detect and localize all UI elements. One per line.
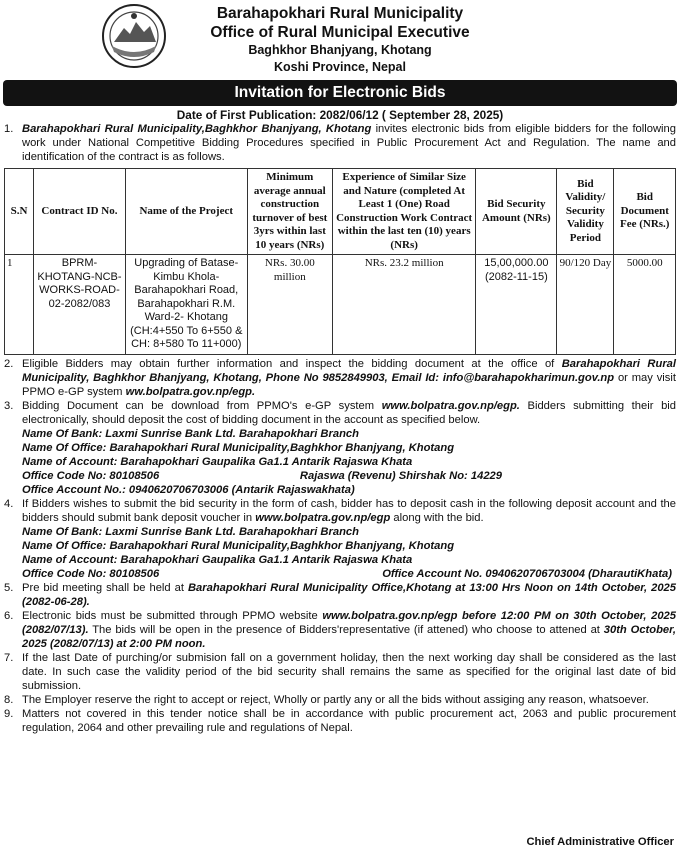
egp-link[interactable]: ww.bolpatra.gov.np/egp. bbox=[125, 385, 256, 398]
cell-fee: 5000.00 bbox=[614, 255, 676, 355]
col-header: Experience of Similar Size and Nature (completed At Least 1 (One) Road Construction Work Contract within the last ten (10) years (NRs) bbox=[332, 169, 475, 255]
cell-turnover: NRs. 30.00 million bbox=[247, 255, 332, 355]
bid-opening: 30th October, 2025 (2082/07/13) at 2:00 PM noon. bbox=[22, 623, 676, 650]
account-name: Name of Account: Barahapokhari Gaupalika Ga1.1 Antarik Rajaswa Khata bbox=[22, 553, 413, 566]
contract-table bbox=[4, 168, 676, 355]
col-header: Bid Validity/ Security Validity Period bbox=[557, 169, 614, 255]
office-code: Office Code No: 80108506 bbox=[22, 567, 160, 580]
security-date: (2082-11-15) bbox=[484, 270, 548, 283]
revenue-shirshak: Rajaswa (Revenu) Shirshak No: 14229 bbox=[299, 469, 502, 482]
office-address: Baghkhor Bhanjyang, Khotang bbox=[248, 43, 432, 57]
account-number: Office Account No.: 0940620706703006 (Antarik Rajaswakhata) bbox=[22, 483, 355, 496]
office-name: Office of Rural Municipal Executive bbox=[210, 24, 470, 41]
egp-link[interactable]: www.bolpatra.gov.np/egp. bbox=[381, 399, 520, 412]
office-name-line: Name Of Office: Barahapokhari Rural Municipality,Baghkhor Bhanjyang, Khotang bbox=[22, 539, 455, 552]
col-header: Contract ID No. bbox=[34, 169, 126, 255]
cell-contract-id: BPRM-KHOTANG-NCB-WORKS-ROAD-02-2082/083 bbox=[34, 255, 126, 355]
bank-name: Name Of Bank: Laxmi Sunrise Bank Ltd. Barahapokhari Branch bbox=[22, 427, 359, 440]
office-code: Office Code No: 80108506 bbox=[22, 469, 160, 482]
bidder-entity: Barahapokhari Rural Municipality,Baghkhor Bhanjyang, Khotang bbox=[22, 123, 372, 135]
col-header: Name of the Project bbox=[125, 169, 247, 255]
cell-security bbox=[476, 255, 557, 355]
clause-5: 5. Pre bid meeting shall be held at Barahapokhari Rural Municipality Office,Khotang at 13:00 Hrs Noon on 14th October, 2025 (2082-06-28). bbox=[4, 581, 676, 608]
clause-9: 9. Matters not covered in this tender notice shall be in accordance with public procurement act, 2063 and public procurement regulation, 2064 and other prevailing rule and regulations of Nepal. bbox=[4, 707, 676, 734]
notice-body bbox=[4, 122, 676, 735]
account-name: Name of Account: Barahapokhari Gaupalika Ga1.1 Antarik Rajaswa Khata bbox=[22, 455, 413, 468]
contact-info: Barahapokhari Rural Municipality, Baghkhor Bhanjyang, Khotang, Phone No 9852849903, Email Id: info@barahapokharimun.gov.np bbox=[22, 357, 677, 384]
cell-sn: 1 bbox=[5, 255, 34, 355]
clause-2: 2. Eligible Bidders may obtain further information and inspect the bidding document at the office of Barahapokhari Rural Municipality, Baghkhor Bhanjyang, Khotang, Phone No 9852849903, Email Id: info@barahapokharimun.gov.np or may visit PPMO e-GP system ww.bolpatra.gov.np/egp. bbox=[4, 357, 677, 398]
publication-date: Date of First Publication: 2082/06/12 ( September 28, 2025) bbox=[176, 108, 504, 122]
letterhead bbox=[0, 0, 680, 78]
col-header: Bid Document Fee (NRs.) bbox=[614, 169, 676, 255]
signatory: Chief Administrative Officer bbox=[526, 836, 674, 848]
col-header: S.N bbox=[5, 169, 34, 255]
col-header: Bid Security Amount (NRs) bbox=[476, 169, 557, 255]
prebid-meeting: Barahapokhari Rural Municipality Office,Khotang at 13:00 Hrs Noon on 14th October, 2025 (2082-06-28). bbox=[22, 581, 676, 608]
egp-link[interactable]: www.bolpatra.gov.np/egp bbox=[255, 511, 391, 524]
security-amount: 15,00,000.00 bbox=[484, 257, 549, 269]
bank-name: Name Of Bank: Laxmi Sunrise Bank Ltd. Barahapokhari Branch bbox=[22, 525, 359, 538]
cell-validity: 90/120 Day bbox=[557, 255, 614, 355]
office-name-line: Name Of Office: Barahapokhari Rural Municipality,Baghkhor Bhanjyang, Khotang bbox=[22, 441, 455, 454]
table-row bbox=[5, 255, 676, 355]
submission-deadline: www.bolpatra.gov.np/egp before 12:00 PM on 30th October, 2025 (2082/07/13). bbox=[22, 609, 676, 636]
notice-title-banner: Invitation for Electronic Bids bbox=[3, 80, 677, 106]
clause-3: 3. Bidding Document can be download from PPMO's e-GP system www.bolpatra.gov.np/egp. Bidders submitting their bid electronically, should deposit the cost of bidding document in the account as specified below. Name Of Bank: Laxmi Sunrise Bank Ltd. Barahapokhari Branch Name Of Office: Barahapokhari Rural Municipality,Baghkhor Bhanjyang, Khotang Name of Account: Barahapokhari Gaupalika Ga1.1 Antarik Rajaswa Khata Office Code No: 80108506 Rajaswa (Revenu) Shirshak No: 14229 Office Account No.: 0940620706703006 (Antarik Rajaswakhata) bbox=[4, 399, 676, 496]
province: Koshi Province, Nepal bbox=[274, 60, 406, 74]
cell-experience: NRs. 23.2 million bbox=[332, 255, 475, 355]
account-number: Office Account No. 0940620706703004 (DharautiKhata) bbox=[382, 567, 672, 580]
clause-4: 4. If Bidders wishes to submit the bid security in the form of cash, bidder has to deposit cash in the following deposit account and the bidders should submit bank deposit voucher in www.bolpatra.gov.np/egp along with the bid. Name Of Bank: Laxmi Sunrise Bank Ltd. Barahapokhari Branch Name Of Office: Barahapokhari Rural Municipality,Baghkhor Bhanjyang, Khotang Name of Account: Barahapokhari Gaupalika Ga1.1 Antarik Rajaswa Khata Office Code No: 80108506 Office Account No. 0940620706703004 (DharautiKhata) bbox=[4, 497, 676, 580]
table-header-row bbox=[5, 169, 676, 255]
municipality-name: Barahapokhari Rural Municipality bbox=[216, 5, 464, 22]
col-header: Minimum average annual construction turnover of best 3yrs within last 10 years (NRs) bbox=[247, 169, 332, 255]
clause-1: 1. Barahapokhari Rural Municipality,Baghkhor Bhanjyang, Khotang invites electronic bids from eligible bidders for the following work under National Competitive Bidding Procedures specified in Public Procurement Act and Regulation. The name and identification of the contract is as follows. bbox=[4, 123, 676, 163]
cell-project: Upgrading of Batase-Kimbu Khola-Barahapokhari Road, Barahapokhari R.M. Ward-2- Khotang (CH:4+550 To 6+550 & CH: 8+580 To 11+000) bbox=[125, 255, 247, 355]
clause-7: 7. If the last Date of purching/or submision fall on a government holiday, then the next working day shall be considered as the last date. In such case the validity period of the bid security shall remains the same as specified for the original last date of bid submission. bbox=[4, 651, 676, 692]
clause-6: 6. Electronic bids must be submitted through PPMO website www.bolpatra.gov.np/egp before 12:00 PM on 30th October, 2025 (2082/07/13). The bids will be open in the presence of Bidders'representative (if attened) who choose to attened at 30th October, 2025 (2082/07/13) at 2:00 PM noon. bbox=[4, 609, 676, 650]
clause-8: 8. The Employer reserve the right to accept or reject, Wholly or partly any or all the bids without assiging any reason, whatsoever. bbox=[4, 693, 649, 706]
